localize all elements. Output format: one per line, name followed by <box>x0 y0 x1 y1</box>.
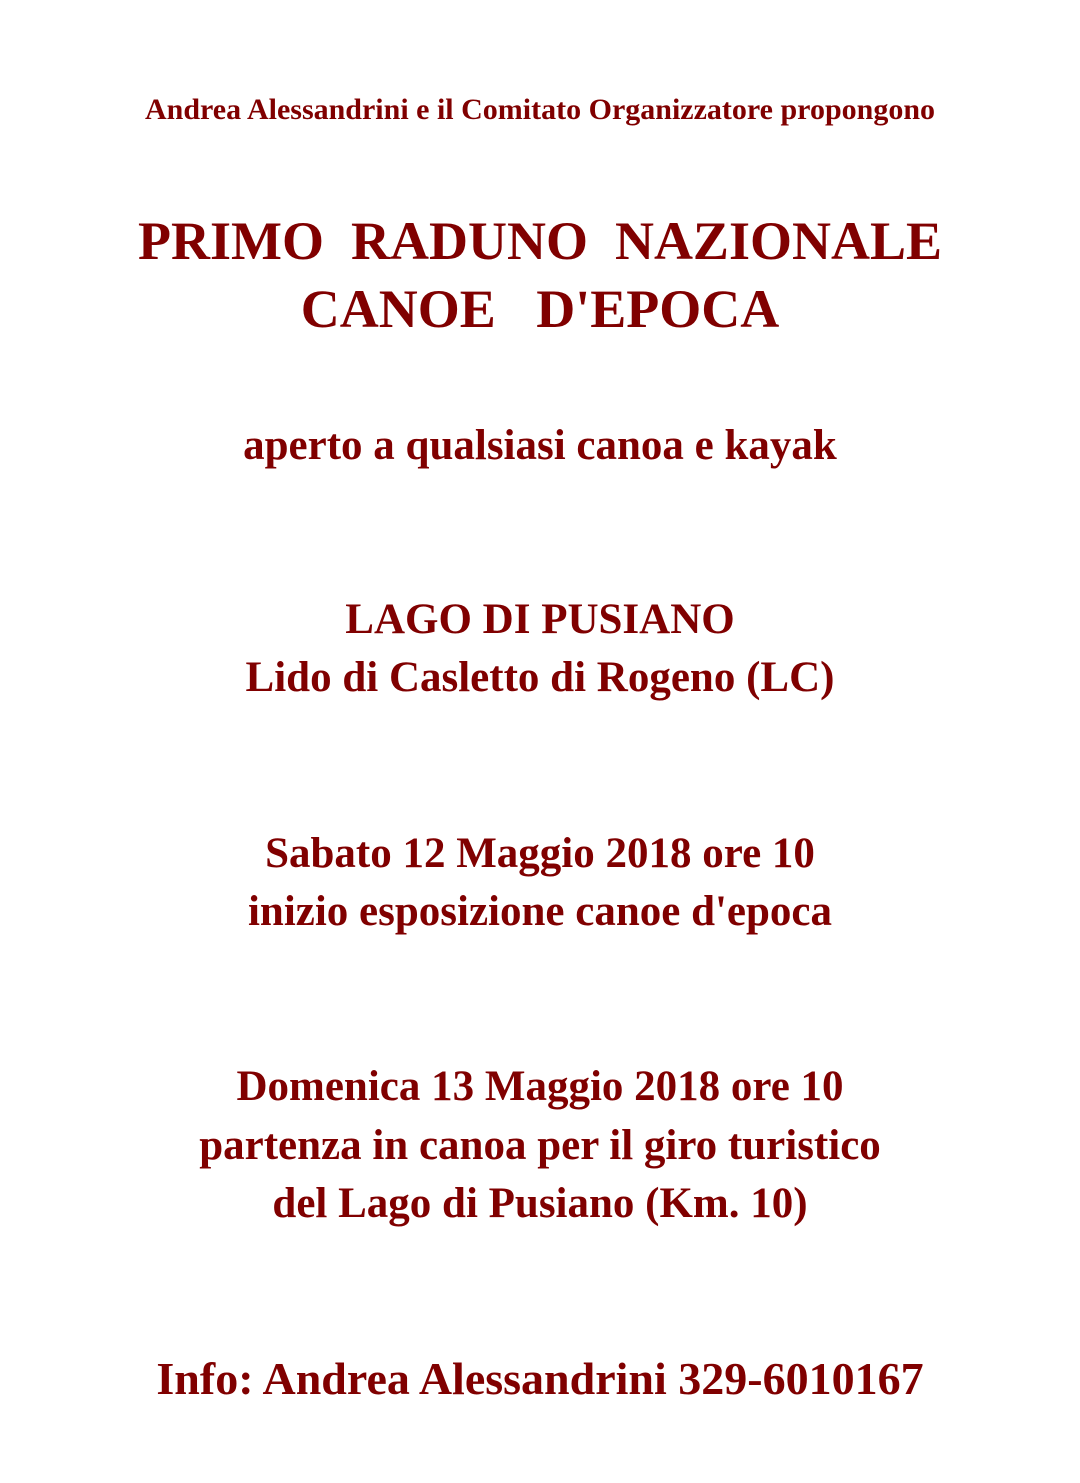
info-contact: Info: Andrea Alessandrini 329-6010167 <box>156 1353 924 1404</box>
location-line-2: Lido di Casletto di Rogeno (LC) <box>245 654 835 701</box>
sunday-line-2: partenza in canoa per il giro turistico <box>199 1122 881 1169</box>
saturday-line-1: Sabato 12 Maggio 2018 ore 10 <box>265 830 815 877</box>
location-line-1: LAGO DI PUSIANO <box>345 596 735 643</box>
intro-text: Andrea Alessandrini e il Comitato Organizzatore propongono <box>144 93 936 126</box>
sunday-line-1: Domenica 13 Maggio 2018 ore 10 <box>236 1063 844 1110</box>
subtitle: aperto a qualsiasi canoa e kayak <box>243 422 837 469</box>
title-line-2: CANOE D'EPOCA <box>300 279 780 339</box>
saturday-line-2: inizio esposizione canoe d'epoca <box>247 888 833 935</box>
title-line-1: PRIMO RADUNO NAZIONALE <box>137 211 942 271</box>
sunday-line-3: del Lago di Pusiano (Km. 10) <box>272 1180 808 1227</box>
